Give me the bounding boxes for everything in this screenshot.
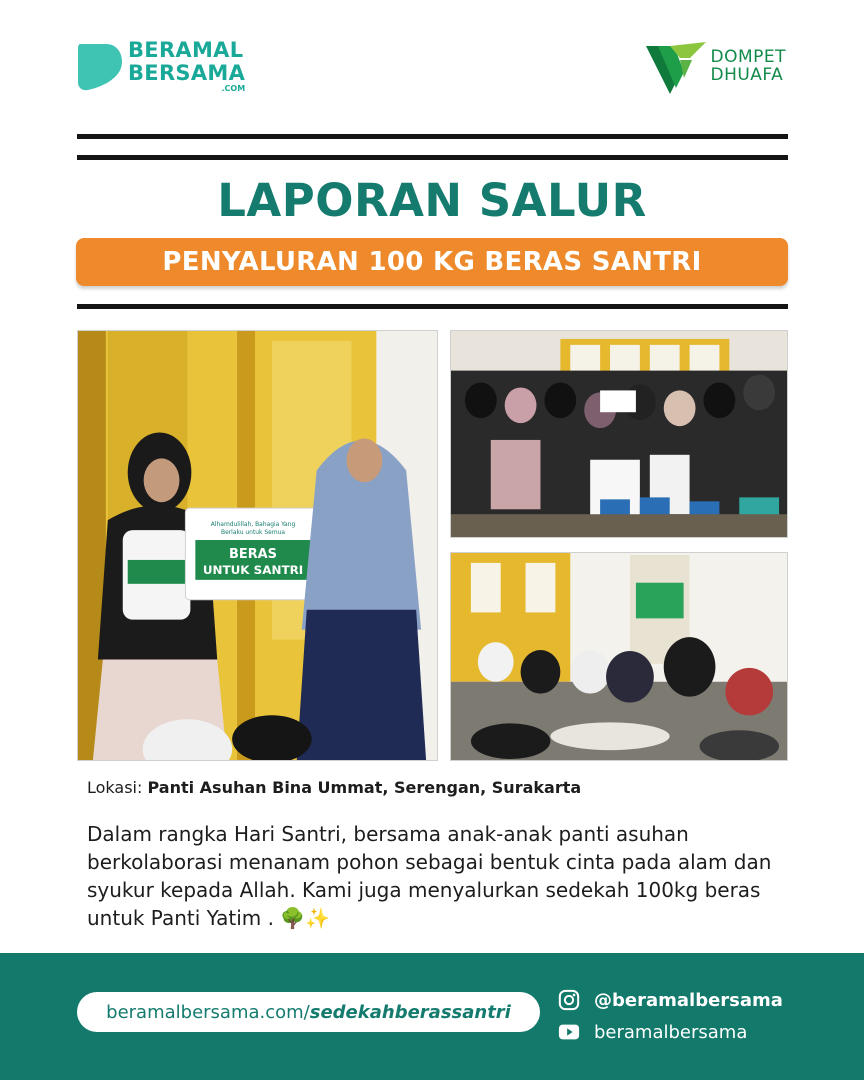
divider-top-1	[77, 134, 788, 139]
instagram-icon	[558, 989, 580, 1011]
photo-activity	[450, 552, 788, 761]
logo-text-line1: BERAMAL	[128, 38, 244, 62]
location-line	[87, 778, 581, 797]
divider-bottom	[77, 304, 788, 309]
url-path: sedekahberassantri	[309, 1001, 511, 1023]
subtitle-text: PENYALURAN 100 KG BERAS SANTRI	[162, 247, 702, 277]
beramal-bersama-logo	[76, 40, 245, 93]
photo-handover	[77, 330, 438, 761]
divider-top-2	[77, 155, 788, 160]
subtitle-banner	[76, 238, 788, 286]
youtube-text: beramalbersama	[594, 1021, 748, 1043]
campaign-url-link[interactable]	[77, 992, 540, 1032]
location-value: Panti Asuhan Bina Ummat, Serengan, Surakarta	[147, 778, 582, 797]
sign-label-1: BERAS	[229, 546, 277, 562]
instagram-text: @beramalbersama	[594, 989, 783, 1011]
page-title: LAPORAN SALUR	[217, 174, 647, 227]
youtube-channel[interactable]	[558, 1021, 747, 1043]
youtube-icon	[558, 1021, 580, 1043]
dompet-dhuafa-logo-icon	[644, 38, 708, 96]
sign-caption-line1: Alhamdulillah, Bahagia Yang	[210, 521, 296, 529]
photo-group	[450, 330, 788, 538]
dompet-text: DOMPET	[710, 47, 786, 68]
sign-caption-line2: Berlaku untuk Semua	[220, 529, 286, 537]
heart-logo-icon	[76, 40, 124, 92]
url-prefix: beramalbersama.com/	[106, 1001, 310, 1023]
dhuafa-text: DHUAFA	[710, 65, 784, 85]
description: Dalam rangka Hari Santri, bersama anak-anak panti asuhan berkolaborasi menanam pohon sebagai bentuk cinta pada alam dan syukur kepada Allah. Kami juga menyalurkan sedekah 100kg beras untuk Panti Yatim . 🌳✨	[87, 822, 772, 930]
sign-label-2: UNTUK SANTRI	[202, 562, 304, 577]
instagram-handle[interactable]	[558, 989, 783, 1011]
dompet-dhuafa-logo	[644, 38, 786, 96]
logo-text-line3: .COM	[221, 84, 246, 93]
logo-text-line2: BERSAMA	[128, 61, 246, 85]
location-label: Lokasi:	[87, 778, 143, 797]
